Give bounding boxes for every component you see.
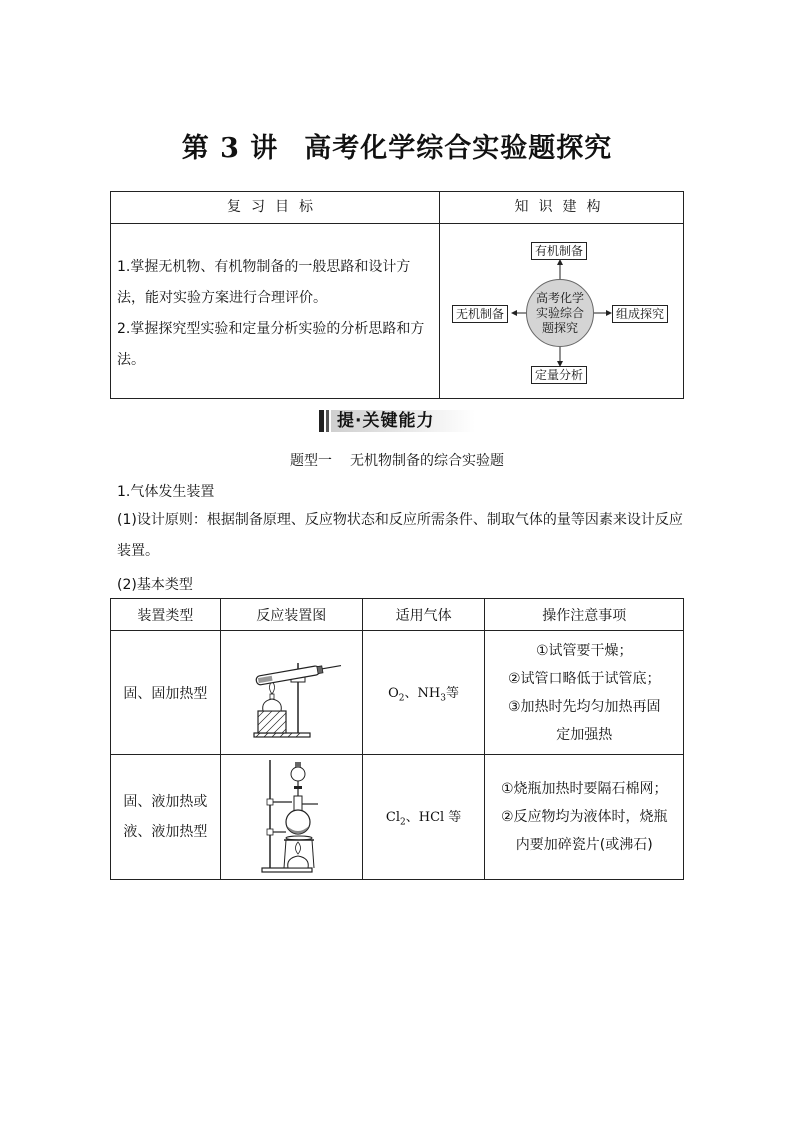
gas-separator: 、: [404, 685, 418, 701]
gas-separator: 、: [405, 810, 419, 826]
header-review-goals: 复习目标: [227, 199, 323, 215]
center-topic: [526, 279, 594, 347]
gas-formula: HCl: [418, 810, 445, 826]
table-header-row: [111, 599, 684, 631]
note-line: ①烧瓶加热时要隔石棉网；: [500, 781, 668, 797]
liquid-heating-apparatus-image: [236, 756, 346, 874]
knowledge-diagram: [440, 224, 684, 399]
goal-item: 1.掌握无机物、有机物制备的一般思路和设计方法，能对实验方案进行合理评价。: [117, 259, 411, 306]
basic-types-heading: (2)基本类型: [117, 577, 193, 593]
apparatus-diagram-cell: [220, 631, 362, 755]
column-header: 装置类型: [111, 599, 221, 631]
note-line: ②试管口略低于试管底；: [507, 670, 661, 687]
node-inorganic-preparation: 无机制备: [452, 305, 508, 323]
gas-formula: Cl: [385, 810, 401, 826]
lesson-number: 第 3 讲: [181, 133, 279, 164]
banner-text: 提·关键能力: [337, 411, 435, 431]
gas-suffix: 等: [446, 685, 460, 701]
column-header: 操作注意事项: [485, 599, 684, 631]
note-line: 定加强热: [556, 726, 613, 743]
note-line: ②反应物均为液体时，烧瓶: [500, 809, 668, 825]
note-line: ③加热时先均匀加热再固: [507, 698, 661, 715]
solid-heating-apparatus-image: [236, 641, 346, 741]
apparatus-type: 固、固加热型: [111, 631, 221, 755]
center-topic-label: 高考化学实验综合题探究: [535, 290, 584, 335]
operation-notes: [485, 755, 684, 880]
operation-notes: [485, 631, 684, 755]
gas-suffix: 等: [448, 810, 462, 826]
subtitle: [0, 450, 794, 470]
note-line: ①试管要干燥；: [535, 642, 633, 659]
gas-subscript: 3: [440, 693, 446, 704]
lesson-title: 高考化学综合实验题探究: [304, 133, 613, 164]
note-line: 内要加碎瓷片(或沸石): [515, 837, 653, 853]
apparatus-table: [110, 598, 684, 880]
node-quantitative-analysis: 定量分析: [531, 366, 587, 384]
question-type-title: 无机物制备的综合实验题: [350, 453, 504, 469]
node-organic-preparation: 有机制备: [531, 242, 587, 260]
node-composition-exploration: 组成探究: [612, 305, 668, 323]
apparatus-type: [111, 755, 221, 880]
design-principle-paragraph: (1)设计原则：根据制备原理、反应物状态和反应所需条件、制取气体的量等因素来设计反应装置。: [117, 512, 683, 559]
column-header: 反应装置图: [220, 599, 362, 631]
apparatus-diagram-cell: [220, 755, 362, 880]
gas-subscript: 2: [398, 693, 405, 704]
gas-subscript: 2: [400, 817, 406, 828]
table-row: [111, 631, 684, 755]
type-line: 固、液加热或: [123, 794, 208, 810]
section-banner: [319, 408, 475, 434]
overview-table: [110, 191, 684, 399]
question-type-label: 题型一: [290, 453, 332, 469]
banner-bar: [326, 410, 329, 432]
goal-item: 2.掌握探究型实验和定量分析实验的分析思路和方法。: [117, 321, 425, 368]
type-line: 液、液加热型: [123, 824, 208, 840]
gas-formula: NH: [417, 685, 441, 701]
applicable-gases: [362, 631, 485, 755]
banner-bar: [319, 410, 324, 432]
section-heading: 1.气体发生装置: [117, 484, 215, 500]
page-title: [0, 126, 794, 165]
column-header: 适用气体: [362, 599, 485, 631]
goals-list: [117, 252, 435, 376]
gas-formula: O: [388, 685, 399, 701]
header-knowledge-structure: 知识建构: [514, 199, 611, 215]
applicable-gases: [362, 755, 485, 880]
table-row: [111, 755, 684, 880]
